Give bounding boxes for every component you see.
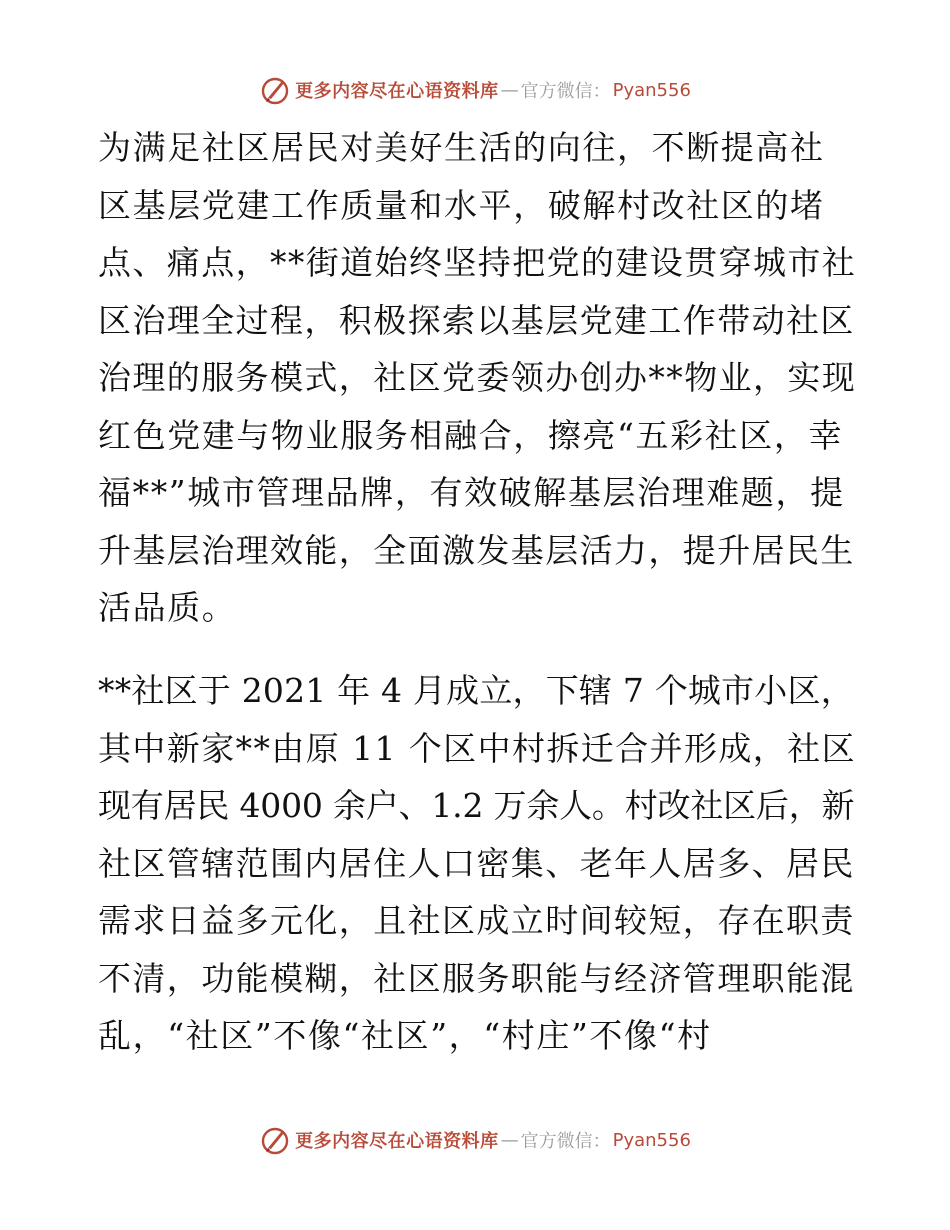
- text-line: 其中新家**由原 11 个区中村拆迁合并形成，社区: [98, 728, 856, 768]
- text-line: 区治理全过程，积极探索以基层党建工作带动社区: [98, 300, 855, 340]
- banner-wechat-label: 官方微信：: [520, 1131, 611, 1152]
- banner-brand-text: 更多内容尽在心语资料库: [295, 81, 499, 102]
- text-line: 乱，“社区”不像“社区”，“村庄”不像“村: [98, 1016, 712, 1055]
- quill-in-circle-logo-icon: [259, 1124, 291, 1156]
- footer-watermark-banner: [0, 1122, 950, 1158]
- quill-in-circle-logo-icon: [259, 74, 291, 106]
- text-line: 区基层党建工作质量和水平，破解村改社区的堵: [98, 185, 825, 225]
- text-line: 不清，功能模糊，社区服务职能与经济管理职能混: [98, 958, 855, 998]
- banner-wechat-id: Pyan556: [612, 79, 691, 101]
- text-line: 需求日益多元化，且社区成立时间较短，存在职责: [98, 901, 855, 940]
- text-line: 红色党建与物业服务相融合，擦亮“五彩社区，幸: [98, 415, 844, 455]
- banner-wechat-id: Pyan556: [612, 1129, 691, 1151]
- text-line: 为满足社区居民对美好生活的向往，不断提高社: [98, 128, 825, 167]
- banner-wechat-label: 官方微信：: [520, 81, 611, 102]
- text-line: **社区于 2021 年 4 月成立，下辖 7 个城市小区，: [98, 671, 854, 710]
- text-line: 福**”城市管理品牌，有效破解基层治理难题，提: [98, 473, 845, 512]
- banner-dash: —: [500, 1129, 519, 1151]
- text-line: 活品质。: [98, 588, 237, 627]
- body-paragraph-2: [98, 662, 858, 1065]
- body-paragraph-1: [98, 119, 858, 637]
- text-line: 社区管辖范围内居住人口密集、老年人居多、居民: [98, 843, 855, 883]
- text-line: 现有居民 4000 余户、1.2 万余人。村改社区后，新: [98, 786, 855, 825]
- header-watermark-banner: [0, 72, 950, 108]
- text-line: 点、痛点，**街道始终坚持把党的建设贯穿城市社: [98, 243, 857, 282]
- text-line: 治理的服务模式，社区党委领办创办**物业，实现: [98, 358, 857, 397]
- banner-dash: —: [500, 79, 519, 101]
- text-line: 升基层治理效能，全面激发基层活力，提升居民生: [98, 530, 855, 570]
- banner-brand-text: 更多内容尽在心语资料库: [295, 1131, 499, 1152]
